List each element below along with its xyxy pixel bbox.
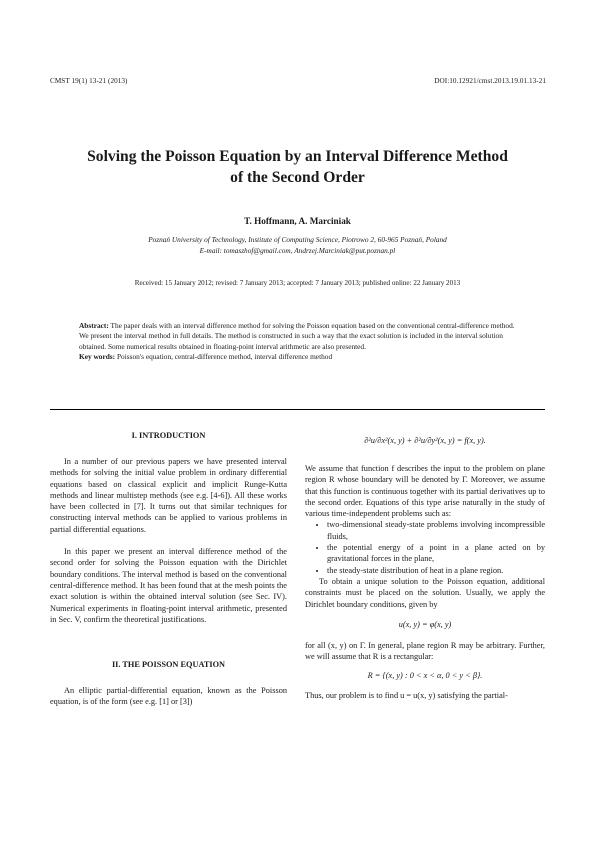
doi-label: DOI:10.12921/cmst.2013.19.01.13-21: [434, 77, 546, 85]
abstract-text: The paper deals with an interval difference method for solving the Poisson equation based on the conventional central-difference method. We present the interval method in full details. The method is constructed in such a way that the exact solution is included in the interval solution obtained. Some numerical results obtained in floating-point interval arithmetic are also presented.: [79, 321, 515, 351]
keywords-text: Poisson's equation, central-difference method, interval difference method: [116, 351, 333, 361]
affiliation: Poznań University of Technology, Institute of Computing Science, Piotrowo 2, 60-965 Poznań, Poland: [148, 235, 447, 244]
received-dates: Received: 15 January 2012; revised: 7 January 2013; accepted: 7 January 2013; published online: 22 January 2013: [134, 279, 461, 287]
application-list: [305, 519, 545, 575]
list-item: • two-dimensional steady-state problems involving incompressible fluids,: [327, 519, 545, 542]
affiliation-block: [40, 235, 555, 256]
journal-citation: CMST 19(1) 13-21 (2013): [50, 77, 128, 85]
right-column: [305, 430, 545, 702]
paragraph-dirichlet: To obtain a unique solution to the Poisson equation, additional constraints must be placed on the solution. Usually, we apply the Dirichlet boundary conditions, given by: [305, 576, 545, 609]
abstract: [79, 321, 519, 352]
region-equation: R = {(x, y) : 0 < x < α, 0 < y < β}.: [367, 671, 483, 681]
abstract-label: Abstract:: [79, 321, 109, 330]
intro-paragraph-2: In this paper we present an interval difference method of the second order for solving the Poisson equation with the Dirichlet boundary conditions. The interval method is based on the conventional central-difference method. It has been found that at the mesh points the exact solution is within the obtained interval solution (see Sec. IV). Numerical experiments in floating-point interval arithmetic, presented in Sec. V, confirm the theoretical justifications.: [50, 547, 287, 624]
keywords: [79, 352, 519, 362]
email: E-mail: tomaszhof@gmail.com, Andrzej.Marciniak@put.poznan.pl: [199, 245, 396, 255]
paper-title: [40, 146, 555, 188]
list-item: • the steady-state distribution of heat in a plane region.: [327, 565, 545, 576]
poisson-equation: ∂²u/∂x²(x, y) + ∂²u/∂y²(x, y) = f(x, y).: [364, 436, 486, 445]
poisson-paragraph-1: An elliptic partial-differential equation, known as the Poisson equation, is of the form (see e.g. [1] or [3]): [50, 686, 287, 707]
left-column: [50, 430, 287, 708]
intro-paragraph-1: In a number of our previous papers we have presented interval methods for solving the initial value problem in ordinary differential equations based on classical explicit and implicit Runge-Kutta methods and linear multistep methods (see e.g. [4-6]). All these works have been collected in [7]. It turns out that similar techniques for constructing interval methods can be applied to various problems in partial differential equations.: [50, 457, 287, 534]
paragraph-problem: Thus, our problem is to find u = u(x, y) satisfying the partial-: [305, 691, 508, 701]
paragraph-region: for all (x, y) on Γ. In general, plane region R may be arbitrary. Further, we will assume that R is a rectangular:: [305, 640, 545, 662]
list-item: • the potential energy of a point in a plane acted on by gravitational forces in the plane,: [327, 542, 545, 565]
title-line-1: Solving the Poisson Equation by an Interval Difference Method: [87, 148, 508, 165]
section-heading-poisson: II. THE POISSON EQUATION: [111, 660, 226, 670]
keywords-label: Key words:: [79, 351, 116, 361]
dirichlet-equation: u(x, y) = φ(x, y): [398, 619, 452, 629]
abstract-block: [79, 321, 519, 362]
authors: T. Hoffmann, A. Marciniak: [244, 216, 351, 226]
section-divider: [50, 409, 545, 410]
section-heading-introduction: I. INTRODUCTION: [131, 431, 206, 440]
paragraph-function-f: We assume that function f describes the input to the problem on plane region R whose boundary will be denoted by Γ. Moreover, we assume that this function is continuous together with its partial derivatives up to the second order. Equations of this type arise naturally in the study of various time-independent problems such as:: [305, 464, 545, 519]
title-line-2: of the Second Order: [230, 169, 365, 186]
